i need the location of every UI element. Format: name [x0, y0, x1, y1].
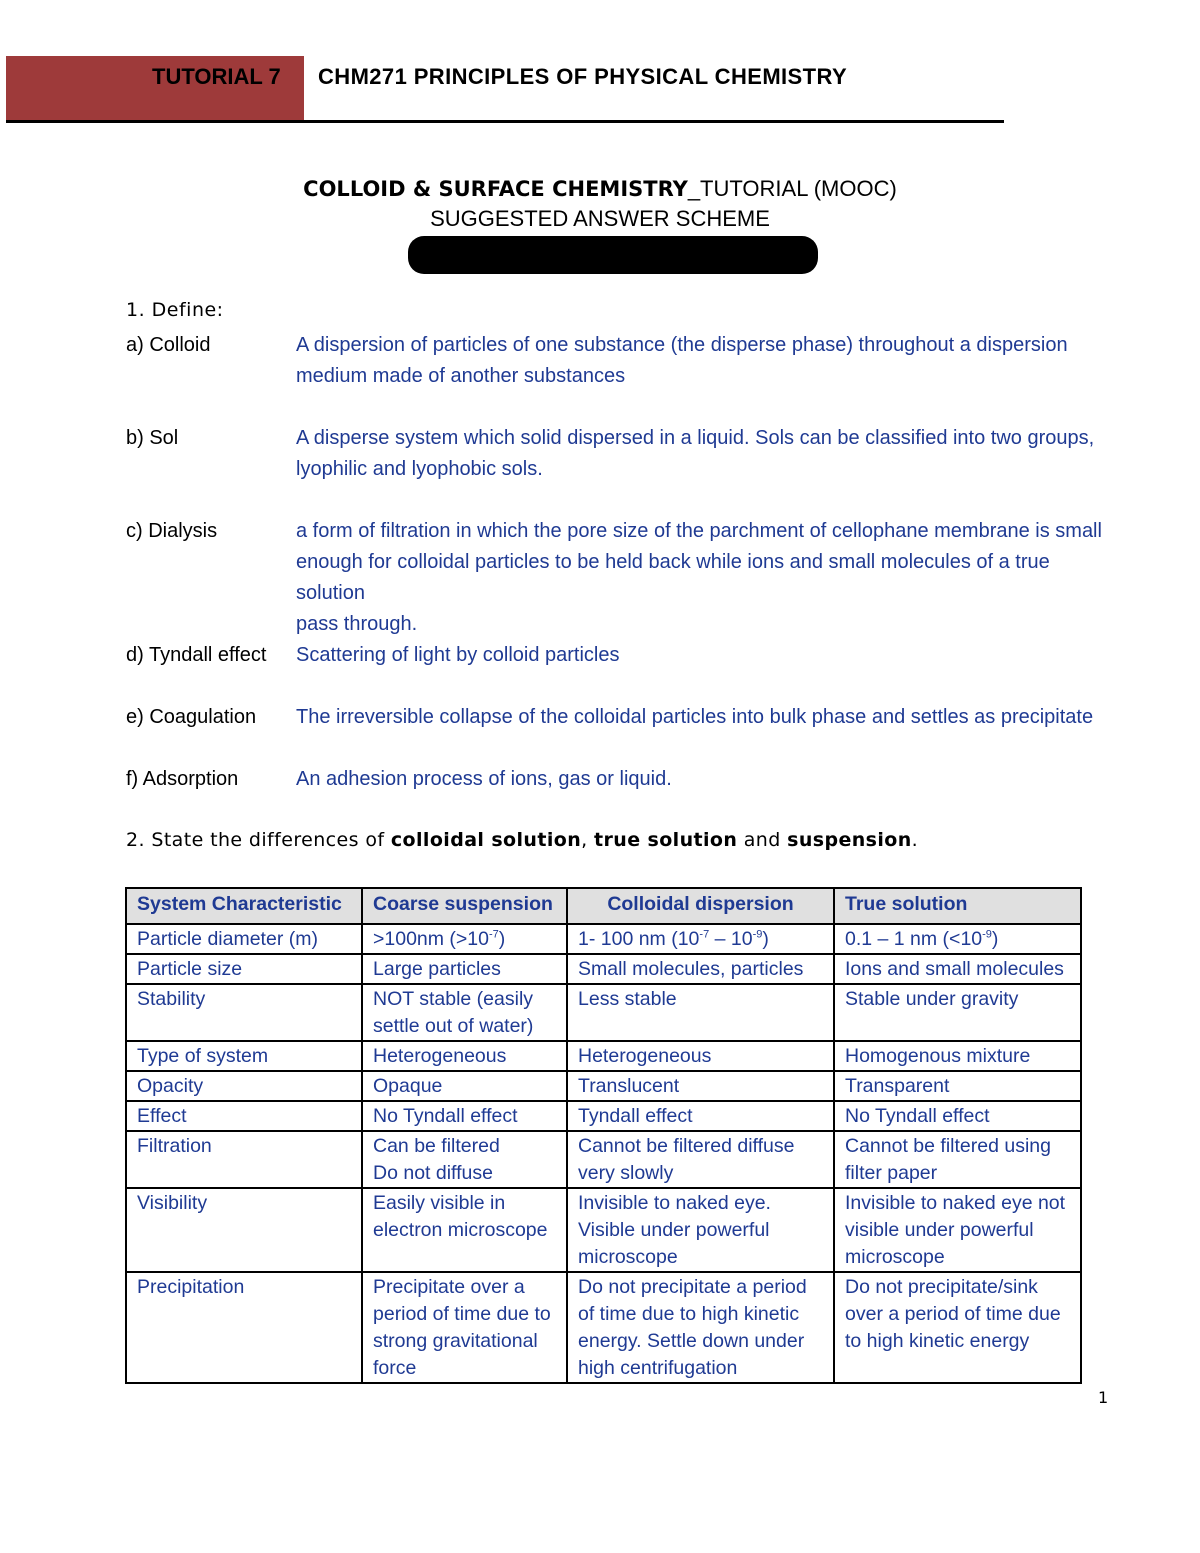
cell-line: No Tyndall effect — [845, 1105, 990, 1127]
title-plain-part: _TUTORIAL (MOOC) — [687, 176, 897, 201]
true-cell — [834, 1041, 1081, 1071]
cell-line: Ions and small molecules — [845, 958, 1064, 980]
header-colloidal: Colloidal dispersion — [567, 888, 834, 924]
header-divider — [6, 120, 1004, 123]
q2-term-suspension: suspension — [787, 829, 912, 851]
cell-line: strong gravitational — [373, 1330, 538, 1352]
definition-line: The irreversible collapse of the colloidal particles into bulk phase and settles as precipitate — [296, 706, 1094, 728]
cell-line: Do not precipitate a period — [578, 1276, 807, 1298]
cell-line: microscope — [845, 1246, 945, 1268]
cell-line: Stable under gravity — [845, 988, 1019, 1010]
document-subtitle: SUGGESTED ANSWER SCHEME — [430, 206, 770, 231]
coarse-cell — [362, 1272, 567, 1383]
diameter-text: >100nm (>10 — [373, 928, 490, 950]
cell-line: microscope — [578, 1246, 678, 1268]
cell-line: Cannot be filtered diffuse — [578, 1135, 795, 1157]
cell-line: to high kinetic energy — [845, 1330, 1030, 1352]
coarse-cell — [362, 1188, 567, 1272]
header-true: True solution — [834, 888, 1081, 924]
definition-line: Scattering of light by colloid particles — [296, 644, 620, 666]
definition-term: e) Coagulation — [126, 706, 257, 728]
cell-line: Visible under powerful — [578, 1219, 770, 1241]
characteristic-cell — [126, 924, 362, 954]
exponent: -7 — [489, 928, 499, 941]
exponent: -9 — [752, 928, 763, 941]
definition-line: a form of filtration in which the pore size of the parchment of cellophane membrane is small — [296, 520, 1102, 542]
page-number: 1 — [1098, 1388, 1109, 1407]
q2-prefix: 2. State the differences of — [126, 829, 391, 851]
header-coarse: Coarse suspension — [362, 888, 567, 924]
tutorial-label: TUTORIAL 7 — [152, 64, 281, 89]
cell-line: Can be filtered — [373, 1135, 500, 1157]
document-title — [0, 176, 1200, 202]
characteristic-cell — [126, 1272, 362, 1383]
true-cell — [834, 1188, 1081, 1272]
definition-line: An adhesion process of ions, gas or liquid. — [296, 768, 672, 790]
definition-line: A disperse system which solid dispersed in a liquid. Sols can be classified into two groups, — [296, 427, 1095, 449]
cell-line: Less stable — [578, 988, 677, 1010]
definition-text — [296, 330, 1116, 392]
characteristic-cell — [126, 1188, 362, 1272]
definition-text — [296, 702, 1116, 733]
definition-term: d) Tyndall effect — [126, 644, 267, 666]
comparison-table — [125, 887, 1082, 1384]
true-cell — [834, 984, 1081, 1041]
cell-line: Type of system — [137, 1045, 269, 1067]
cell-line: Homogenous mixture — [845, 1045, 1031, 1067]
cell-line: Small molecules, particles — [578, 958, 804, 980]
cell-line: Easily visible in — [373, 1192, 506, 1214]
cell-line: electron microscope — [373, 1219, 548, 1241]
coarse-cell — [362, 1071, 567, 1101]
colloidal-cell — [567, 1041, 834, 1071]
colloidal-cell — [567, 1101, 834, 1131]
coarse-cell — [362, 984, 567, 1041]
course-title: CHM271 PRINCIPLES OF PHYSICAL CHEMISTRY — [318, 64, 848, 89]
title-bold-part: COLLOID & SURFACE CHEMISTRY — [303, 177, 688, 201]
cell-line: Precipitation — [137, 1276, 245, 1298]
table-row — [126, 954, 1081, 984]
cell-line: energy. Settle down under — [578, 1330, 805, 1352]
cell-line: period of time due to — [373, 1303, 551, 1325]
colloidal-cell — [567, 1272, 834, 1383]
colloidal-cell — [567, 984, 834, 1041]
redaction-bar — [408, 236, 818, 274]
cell-line: visible under powerful — [845, 1219, 1034, 1241]
true-cell — [834, 954, 1081, 984]
diameter-text: 0.1 – 1 nm (<10 — [845, 928, 983, 950]
definition-text — [296, 516, 1116, 640]
definition-line: enough for colloidal particles to be held back while ions and small molecules of a true solution — [296, 551, 1050, 604]
cell-line: Transparent — [845, 1075, 950, 1097]
cell-line: Effect — [137, 1105, 187, 1127]
colloidal-cell — [567, 924, 834, 954]
cell-line: of time due to high kinetic — [578, 1303, 800, 1325]
coarse-cell — [362, 1131, 567, 1188]
table-row — [126, 1272, 1081, 1383]
diameter-text: ) — [991, 928, 999, 950]
definition-term: a) Colloid — [126, 334, 211, 356]
q2-sep-1: , — [581, 829, 595, 851]
true-cell — [834, 1272, 1081, 1383]
question-2-prompt — [126, 829, 918, 851]
table-row — [126, 1188, 1081, 1272]
cell-line: filter paper — [845, 1162, 938, 1184]
true-cell — [834, 924, 1081, 954]
diameter-text: ) — [498, 928, 506, 950]
header-characteristic: System Characteristic — [126, 888, 362, 924]
q2-sep-2: and — [737, 829, 788, 851]
cell-line: high centrifugation — [578, 1357, 738, 1379]
characteristic-cell — [126, 1131, 362, 1188]
cell-line: Cannot be filtered using — [845, 1135, 1051, 1157]
coarse-cell — [362, 1101, 567, 1131]
colloidal-cell — [567, 1071, 834, 1101]
q2-suffix: . — [911, 829, 919, 851]
coarse-cell — [362, 954, 567, 984]
definition-term: c) Dialysis — [126, 520, 218, 542]
cell-line: Invisible to naked eye. — [578, 1192, 771, 1214]
cell-line: Visibility — [137, 1192, 208, 1214]
cell-line: Tyndall effect — [578, 1105, 693, 1127]
cell-line: Invisible to naked eye not — [845, 1192, 1066, 1214]
characteristic-cell — [126, 954, 362, 984]
diameter-text: ) — [762, 928, 769, 950]
cell-line: settle out of water) — [373, 1015, 534, 1037]
definition-text — [296, 423, 1116, 485]
cell-line: Opacity — [137, 1075, 204, 1097]
coarse-cell — [362, 1041, 567, 1071]
definition-line: lyophilic and lyophobic sols. — [296, 458, 543, 480]
exponent: -9 — [982, 928, 992, 941]
cell-line: Precipitate over a — [373, 1276, 525, 1298]
cell-line: Particle diameter (m) — [137, 928, 318, 950]
characteristic-cell — [126, 1041, 362, 1071]
cell-line: No Tyndall effect — [373, 1105, 518, 1127]
definition-term: b) Sol — [126, 427, 179, 449]
cell-line: Translucent — [578, 1075, 680, 1097]
cell-line: NOT stable (easily — [373, 988, 534, 1010]
cell-line: Particle size — [137, 958, 243, 980]
exponent: -7 — [699, 928, 710, 941]
colloidal-cell — [567, 1188, 834, 1272]
definition-text — [296, 764, 1116, 795]
definition-line: A dispersion of particles of one substance (the disperse phase) throughout a dispersion — [296, 334, 1068, 356]
cell-line: Heterogeneous — [578, 1045, 712, 1067]
table-header-row — [126, 888, 1081, 924]
coarse-cell — [362, 924, 567, 954]
colloidal-cell — [567, 954, 834, 984]
cell-line: Large particles — [373, 958, 501, 980]
diameter-text: 1- 100 nm (10 — [578, 928, 700, 950]
table-row — [126, 1071, 1081, 1101]
q2-term-true: true solution — [594, 829, 738, 851]
definition-text — [296, 640, 1116, 671]
colloidal-cell — [567, 1131, 834, 1188]
cell-line: Do not diffuse — [373, 1162, 493, 1184]
q2-term-colloidal: colloidal solution — [390, 829, 582, 851]
definition-line: pass through. — [296, 613, 418, 635]
cell-line: very slowly — [578, 1162, 674, 1184]
diameter-text: – 10 — [709, 928, 753, 950]
true-cell — [834, 1131, 1081, 1188]
true-cell — [834, 1101, 1081, 1131]
definition-term: f) Adsorption — [126, 768, 239, 790]
characteristic-cell — [126, 984, 362, 1041]
characteristic-cell — [126, 1101, 362, 1131]
cell-line: Stability — [137, 988, 206, 1010]
cell-line: Do not precipitate/sink — [845, 1276, 1038, 1298]
cell-line: Filtration — [137, 1135, 212, 1157]
true-cell — [834, 1071, 1081, 1101]
cell-line: force — [373, 1357, 417, 1379]
table-row — [126, 924, 1081, 954]
table-row — [126, 984, 1081, 1041]
table-row — [126, 1131, 1081, 1188]
definition-line: medium made of another substances — [296, 365, 626, 387]
question-1-prompt: 1. Define: — [126, 299, 224, 321]
table-row — [126, 1041, 1081, 1071]
characteristic-cell — [126, 1071, 362, 1101]
cell-line: Heterogeneous — [373, 1045, 507, 1067]
table-row — [126, 1101, 1081, 1131]
cell-line: Opaque — [373, 1075, 443, 1097]
cell-line: over a period of time due — [845, 1303, 1061, 1325]
